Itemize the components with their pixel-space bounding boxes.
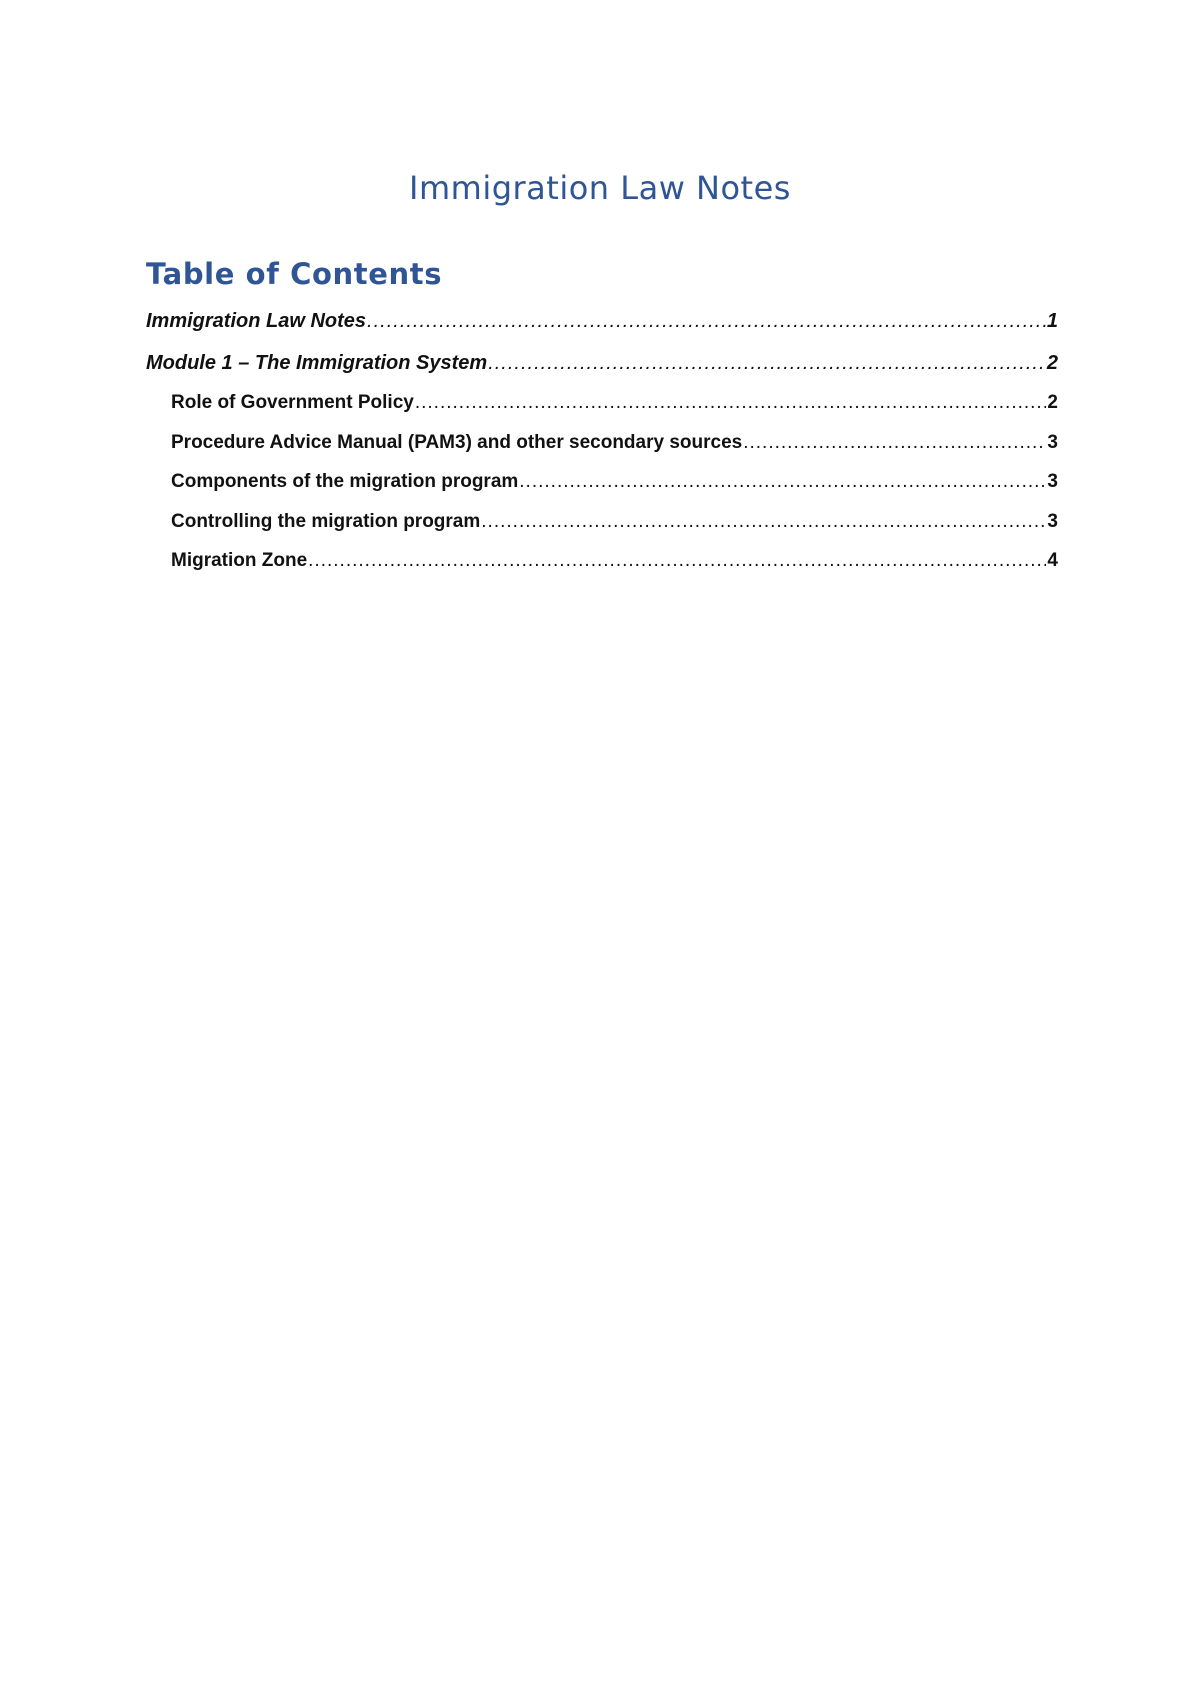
toc-entry-label: Immigration Law Notes <box>146 310 367 332</box>
toc-page-number: 3 <box>1047 471 1058 492</box>
toc-entry-label: Components of the migration program <box>171 471 519 492</box>
toc-entry-components-of-migration-program[interactable] <box>171 467 1058 497</box>
toc-entry-label: Procedure Advice Manual (PAM3) and other secondary sources <box>171 432 743 453</box>
toc-dot-leader <box>519 467 1046 497</box>
toc-entry-immigration-law-notes[interactable] <box>146 306 1058 336</box>
toc-page-number: 3 <box>1047 511 1058 532</box>
toc-entry-label: Role of Government Policy <box>171 392 414 413</box>
toc-entry-procedure-advice-manual[interactable] <box>171 428 1058 458</box>
toc-entry-label: Migration Zone <box>171 550 308 571</box>
toc-heading: Table of Contents <box>146 257 443 291</box>
toc-dot-leader <box>488 348 1046 378</box>
toc-entry-role-of-government-policy[interactable] <box>171 388 1058 418</box>
toc-dot-leader <box>415 388 1047 418</box>
toc-dot-leader <box>367 306 1046 336</box>
toc-entry-label: Module 1 – The Immigration System <box>146 352 488 374</box>
toc-page-number: 3 <box>1047 432 1058 453</box>
toc-dot-leader <box>308 546 1046 576</box>
toc-entry-controlling-migration-program[interactable] <box>171 507 1058 537</box>
document-title: Immigration Law Notes <box>409 169 791 207</box>
toc-entry-module-1[interactable] <box>146 348 1058 378</box>
toc-page-number: 4 <box>1047 550 1058 571</box>
toc-dot-leader <box>481 507 1046 537</box>
toc-page-number: 1 <box>1046 310 1058 332</box>
toc-page-number: 2 <box>1047 392 1058 413</box>
toc-entry-label: Controlling the migration program <box>171 511 481 532</box>
toc-page-number: 2 <box>1046 352 1058 374</box>
toc-entry-migration-zone[interactable] <box>171 546 1058 576</box>
toc-dot-leader <box>743 428 1046 458</box>
